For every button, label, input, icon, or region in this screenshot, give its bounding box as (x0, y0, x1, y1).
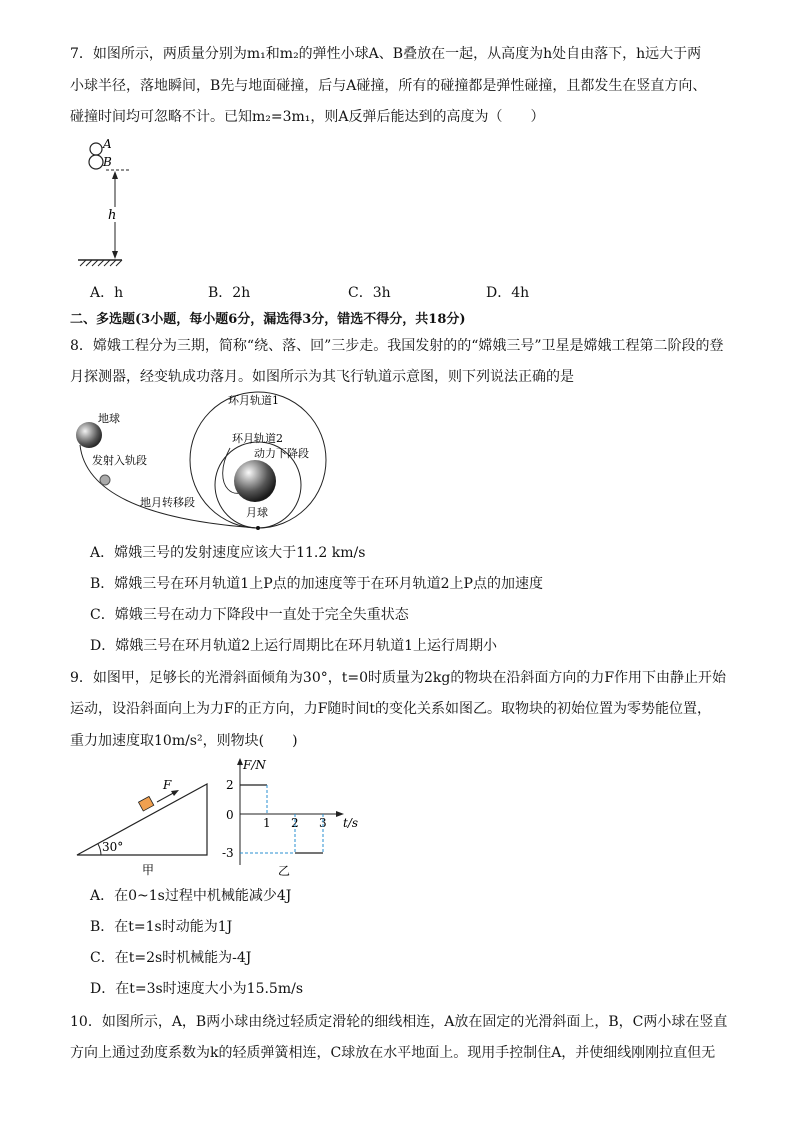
tick-x-2: 2 (291, 816, 299, 830)
q9-line-1: 9．如图甲，足够长的光滑斜面倾角为30°，t=0时质量为2kg的物块在沿斜面方向的力F作用下由静止开始 (70, 670, 727, 686)
transfer-label: 地月转移段 (140, 496, 195, 509)
q8-option-a[interactable]: A．嫦娥三号的发射速度应该大于11.2 km/s (90, 545, 366, 561)
label-h-text: h (108, 208, 117, 223)
launch-label: 发射入轨段 (92, 454, 147, 467)
tick-y-neg3: -3 (222, 846, 234, 860)
x-axis-label: t/s (343, 816, 359, 830)
label-a: A (103, 137, 112, 151)
y-axis-label: F/N (243, 758, 266, 772)
descent-label: 动力下降段 (254, 447, 309, 460)
earth (76, 422, 102, 448)
q7-option-b[interactable]: B．2h (208, 285, 251, 301)
tick-x-3: 3 (319, 816, 327, 830)
point-p (256, 526, 260, 530)
section-heading: 二、多选题(3小题，每小题6分，漏选得3分，错选不得分，共18分) (70, 312, 466, 327)
q9-force-chart (220, 755, 370, 880)
incline (77, 784, 207, 855)
q8-line-2: 月探测器，经变轨成功落月。如图所示为其飞行轨道示意图，则下列说法正确的是 (70, 369, 574, 385)
spacecraft (100, 475, 110, 485)
q7-line-3: 碰撞时间均可忽略不计。已知m₂=3m₁，则A反弹后能达到的高度为（ ） (70, 109, 545, 125)
q8-orbit-figure (70, 390, 330, 535)
angle-label: 30° (102, 840, 124, 854)
q8-option-c[interactable]: C．嫦娥三号在动力下降段中一直处于完全失重状态 (90, 607, 409, 623)
moon (234, 460, 276, 502)
q9-incline-figure (75, 770, 215, 880)
q9-option-a[interactable]: A．在0~1s过程中机械能减少4J (90, 888, 292, 904)
q8-option-d[interactable]: D．嫦娥三号在环月轨道2上运行周期比在环月轨道1上运行周期小 (90, 638, 498, 654)
moon-label: 月球 (246, 506, 268, 519)
caption-b: 乙 (278, 864, 291, 878)
caption-a: 甲 (142, 863, 155, 877)
orbit2-label: 环月轨道2 (232, 432, 283, 445)
q9-option-c[interactable]: C．在t=2s时机械能为-4J (90, 950, 252, 966)
ball-a (90, 143, 102, 155)
q7-option-a[interactable]: A．h (90, 285, 124, 301)
q7-figure (70, 135, 160, 270)
ball-b (89, 155, 103, 169)
block (138, 796, 153, 811)
q7-option-c[interactable]: C．3h (348, 285, 391, 301)
q7-line-2: 小球半径，落地瞬间，B先与地面碰撞，后与A碰撞，所有的碰撞都是弹性碰撞，且都发生在竖直方向、 (70, 78, 707, 94)
q8-line-1: 8．嫦娥工程分为三期，简称“绕、落、回”三步走。我国发射的的“嫦娥三号”卫星是嫦娥工程第二阶段的登 (70, 338, 724, 354)
q7-option-d[interactable]: D．4h (486, 285, 530, 301)
tick-y-2: 2 (226, 778, 234, 792)
q7-line-1: 7．如图所示，两质量分别为m₁和m₂的弹性小球A、B叠放在一起，从高度为h处自由落下，h远大于两 (70, 46, 702, 62)
orbit1-label: 环月轨道1 (228, 394, 279, 407)
q9-option-b[interactable]: B．在t=1s时动能为1J (90, 919, 233, 935)
q9-line-3: 重力加速度取10m/s²，则物块( ) (70, 733, 298, 749)
tick-y-0: 0 (226, 808, 234, 822)
q10-line-1: 10．如图所示，A，B两小球由绕过轻质定滑轮的细线相连，A放在固定的光滑斜面上，B，C两小球在竖直 (70, 1014, 728, 1030)
tick-x-1: 1 (263, 816, 271, 830)
q9-line-2: 运动，设沿斜面向上为力F的正方向，力F随时间t的变化关系如图乙。取物块的初始位置为零势能位置， (70, 701, 712, 717)
label-b: B (103, 155, 112, 169)
q9-option-d[interactable]: D．在t=3s时速度大小为15.5m/s (90, 981, 304, 997)
earth-label: 地球 (98, 412, 120, 425)
q10-line-2: 方向上通过劲度系数为k的轻质弹簧相连，C球放在水平地面上。现用手控制住A，并使细线刚刚拉直但无 (70, 1045, 716, 1061)
q8-option-b[interactable]: B．嫦娥三号在环月轨道1上P点的加速度等于在环月轨道2上P点的加速度 (90, 576, 543, 592)
force-label: F (163, 778, 172, 792)
arrow-down (112, 251, 118, 259)
arrow-up (112, 171, 118, 179)
